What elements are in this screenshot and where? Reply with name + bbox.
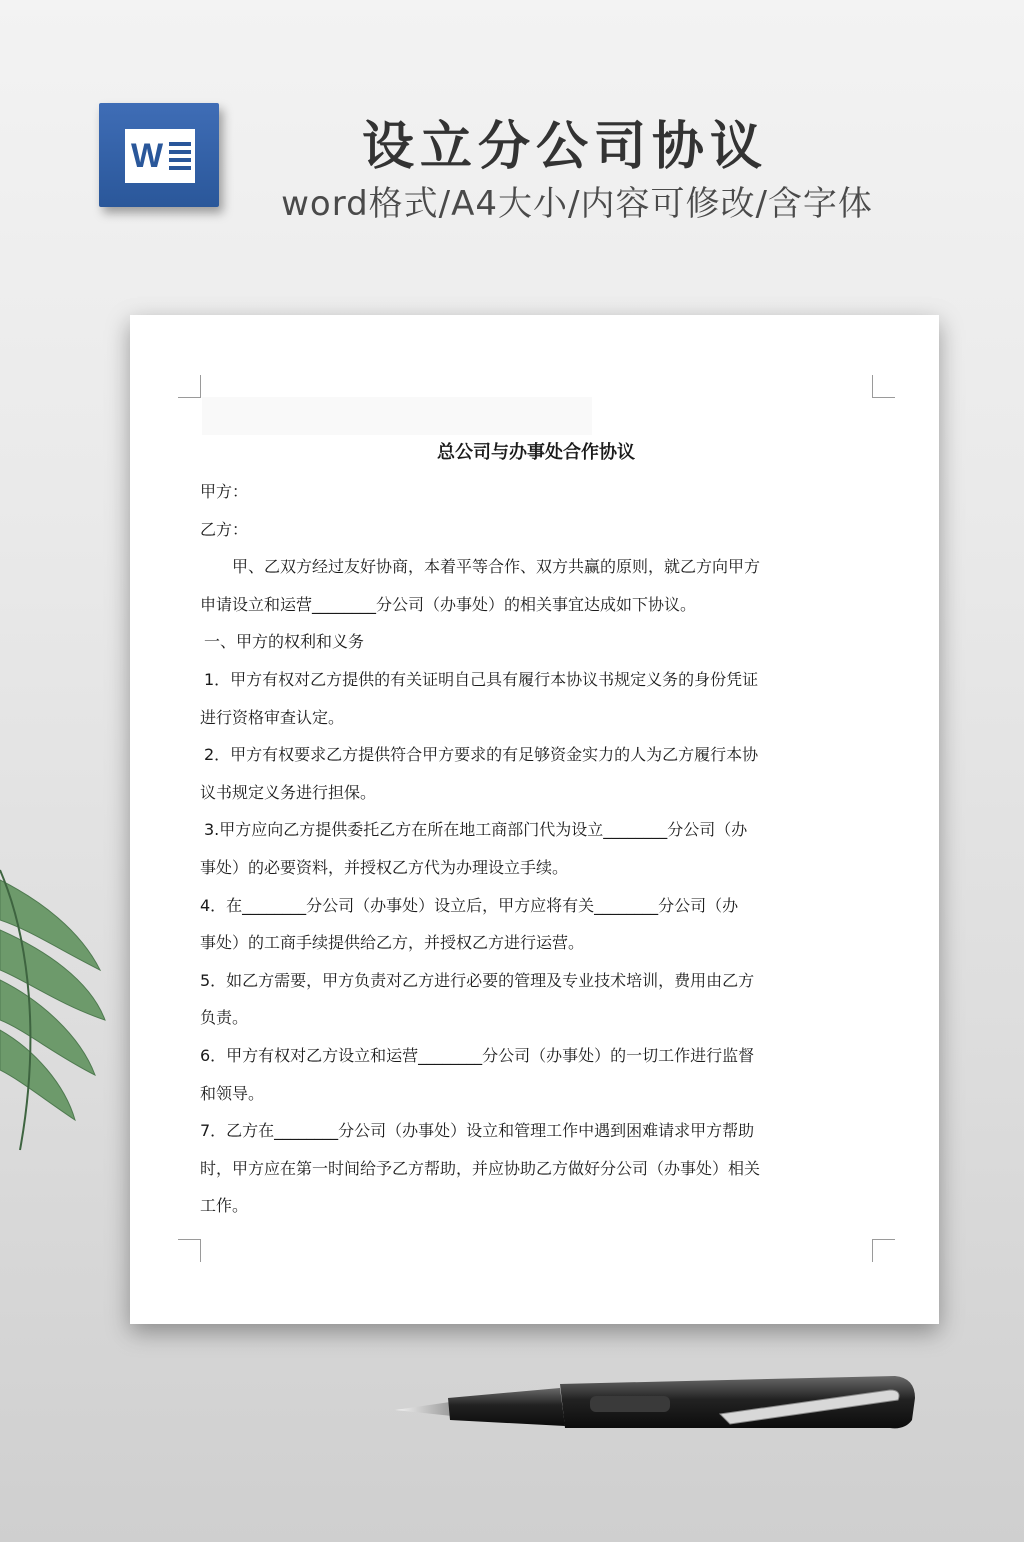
leaf-decoration — [0, 860, 110, 1160]
fountain-pen-decoration — [390, 1368, 920, 1448]
document-line: 2．甲方有权要求乙方提供符合甲方要求的有足够资金实力的人为乙方履行本协 — [204, 745, 759, 765]
crop-mark-top-left — [178, 375, 201, 398]
document-line: 事处）的工商手续提供给乙方，并授权乙方进行运营。 — [200, 933, 585, 953]
crop-mark-top-right — [872, 375, 895, 398]
document-line: 申请设立和运营________分公司（办事处）的相关事宜达成如下协议。 — [200, 594, 697, 614]
document-line: 5．如乙方需要，甲方负责对乙方进行必要的管理及专业技术培训，费用由乙方 — [200, 970, 755, 990]
word-icon — [99, 103, 219, 207]
document-line: 4．在________分公司（办事处）设立后，甲方应将有关________分公司（办 — [200, 895, 739, 915]
document-line: 负责。 — [200, 1008, 249, 1028]
document-line: 甲、乙双方经过友好协商，本着平等合作、双方共赢的原则，就乙方向甲方 — [232, 557, 761, 577]
page-title: 设立分公司协议 — [361, 117, 768, 177]
document-line: 3.甲方应向乙方提供委托乙方在所在地工商部门代为设立________分公司（办 — [204, 820, 748, 840]
word-icon-lines — [169, 138, 191, 174]
document-line: 甲方： — [200, 482, 249, 501]
crop-mark-bottom-left — [178, 1239, 201, 1262]
document-line: 6．甲方有权对乙方设立和运营________分公司（办事处）的一切工作进行监督 — [200, 1045, 755, 1065]
document-line: 1．甲方有权对乙方提供的有关证明自己具有履行本协议书规定义务的身份凭证 — [204, 669, 759, 689]
document-lines — [200, 473, 872, 1225]
word-icon-letter: W — [131, 136, 162, 175]
document-line: 进行资格审查认定。 — [200, 707, 345, 727]
document-body — [200, 437, 872, 1225]
header-placeholder — [202, 397, 592, 435]
document-page — [130, 315, 939, 1324]
document-line: 7．乙方在________分公司（办事处）设立和管理工作中遇到困难请求甲方帮助 — [200, 1121, 755, 1141]
document-line: 和领导。 — [200, 1083, 265, 1103]
document-line: 时，甲方应在第一时间给予乙方帮助，并应协助乙方做好分公司（办事处）相关 — [200, 1158, 761, 1178]
page-subtitle: word格式/A4大小/内容可修改/含字体 — [281, 184, 873, 224]
word-icon-document — [125, 129, 195, 183]
crop-mark-bottom-right — [872, 1239, 895, 1262]
document-line: 议书规定义务进行担保。 — [200, 782, 377, 802]
document-title: 总公司与办事处合作协议 — [437, 442, 635, 463]
document-line: 工作。 — [200, 1196, 249, 1216]
document-line: 一、甲方的权利和义务 — [204, 632, 365, 652]
document-line: 事处）的必要资料，并授权乙方代为办理设立手续。 — [200, 857, 569, 877]
document-line: 乙方： — [200, 519, 249, 539]
